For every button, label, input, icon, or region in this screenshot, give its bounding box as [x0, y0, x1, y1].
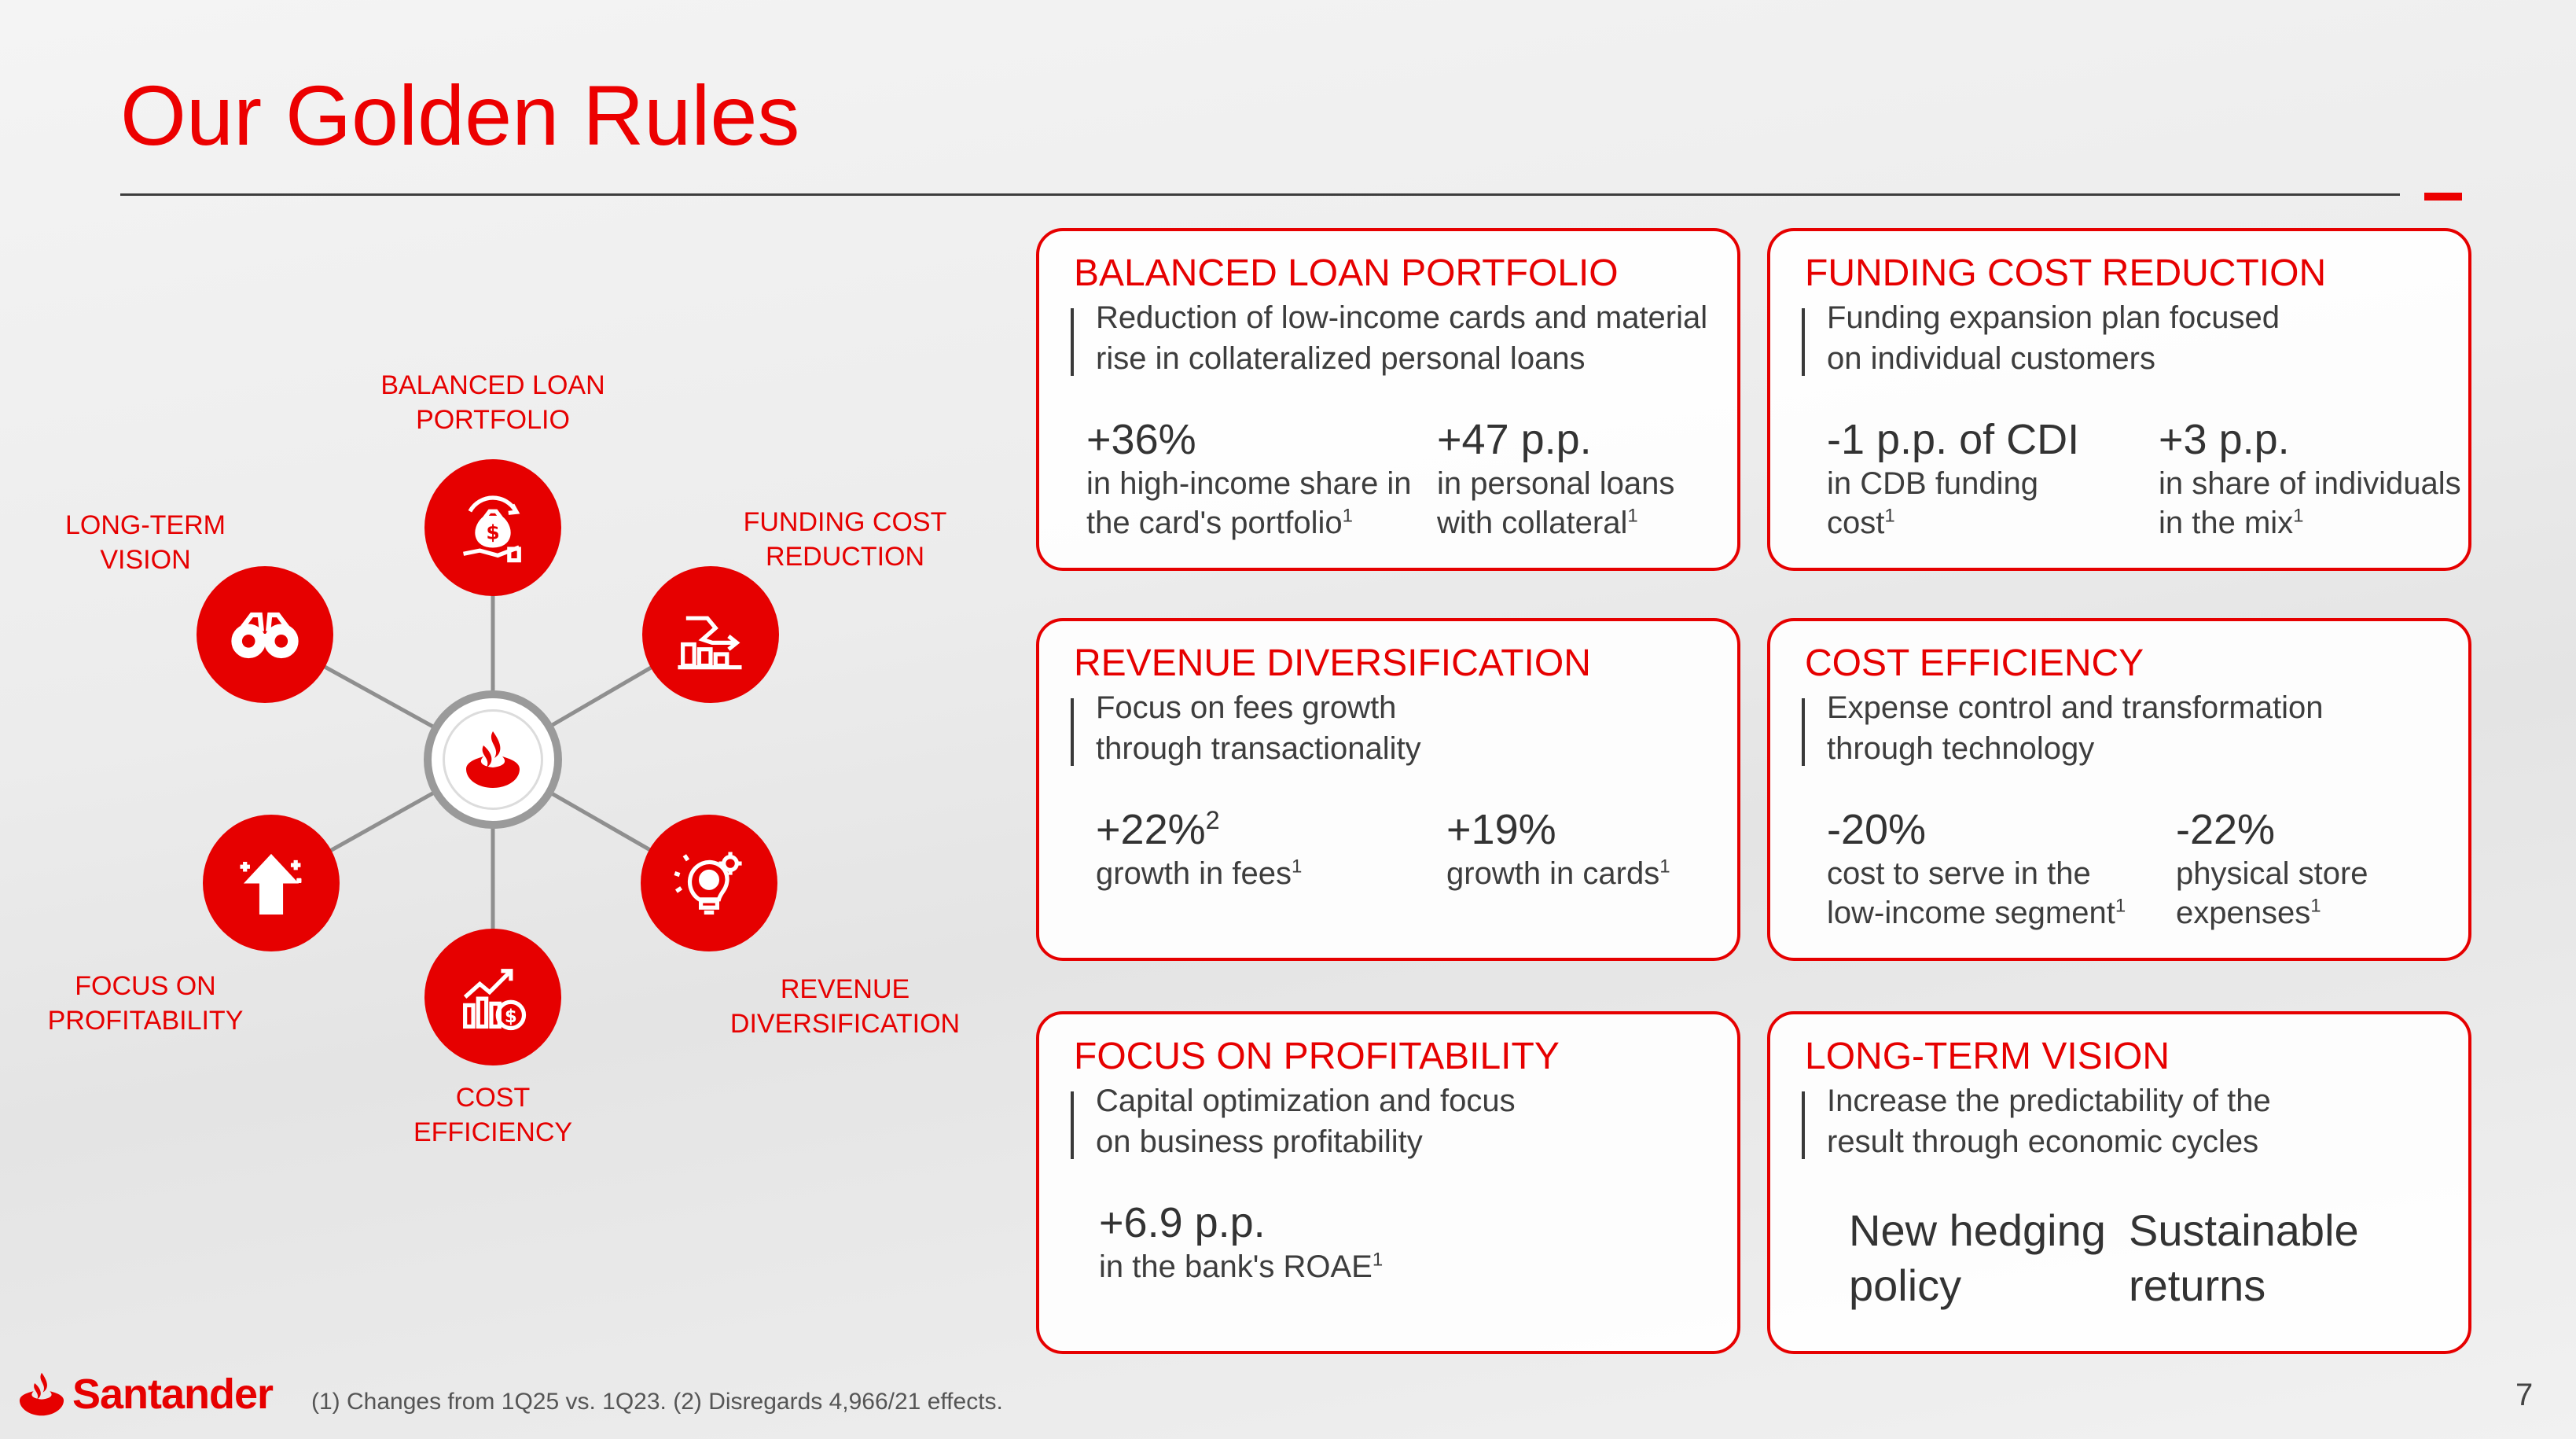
card-balanced-loan-portfolio: [1036, 228, 1740, 571]
santander-logo: [17, 1370, 273, 1419]
card-revenue-diversification: [1036, 618, 1740, 961]
metric: [1446, 805, 1670, 893]
metric-value: -22%: [2176, 806, 2276, 853]
metric-value: -20%: [1827, 806, 1927, 853]
card-focus-on-profitability: [1036, 1011, 1740, 1354]
card-description: Focus on fees growth through transactionality: [1096, 690, 1421, 766]
metric: [1437, 415, 1674, 543]
title-accent-bar: [2424, 193, 2462, 201]
metric-text: Sustainable returns: [2129, 1205, 2359, 1310]
card-title: COST EFFICIENCY: [1805, 642, 2144, 684]
metric: [2159, 415, 2461, 543]
metric-value: +19%: [1446, 806, 1556, 853]
card-title: REVENUE DIVERSIFICATION: [1074, 642, 1591, 684]
metric-caption: physical store expenses$^1$: [2176, 856, 2368, 930]
metric: [2129, 1203, 2359, 1313]
card-cost-efficiency: [1767, 618, 2471, 961]
quote-bar: [1802, 1091, 1805, 1159]
metric-value: +47 p.p.: [1437, 416, 1592, 463]
metric-caption: in personal loans with collateral$^1$: [1437, 466, 1675, 540]
metric: [1086, 415, 1412, 543]
metric-caption: in share of individuals in the mix$^1$: [2159, 466, 2461, 540]
svg-text:$: $: [504, 1007, 517, 1028]
svg-text:$: $: [486, 521, 500, 544]
brand-name: Santander: [72, 1371, 274, 1418]
label-funding-cost: FUNDING COST REDUCTION: [743, 507, 947, 572]
metric-text: New hedging policy: [1849, 1205, 2106, 1310]
label-focus-profitability: FOCUS ON PROFITABILITY: [47, 971, 244, 1036]
metric: [1849, 1203, 2106, 1313]
santander-flame-icon: [17, 1371, 66, 1417]
label-cost-efficiency: COST EFFICIENCY: [413, 1083, 573, 1147]
spoke-balanced-loan: [424, 459, 561, 596]
quote-bar: [1071, 308, 1074, 376]
metric-caption: in CDB funding cost$^1$: [1827, 466, 2039, 540]
card-title: FUNDING COST REDUCTION: [1805, 252, 2327, 294]
hub-center: [424, 690, 562, 829]
arrow-up-sparkle-icon: [230, 842, 312, 924]
money-bag-hand-icon: [452, 487, 534, 569]
spoke-cost-efficiency: [424, 929, 561, 1065]
metric-value: +22%$^2$: [1096, 806, 1220, 853]
quote-bar: [1802, 308, 1805, 376]
metric-value: +6.9 p.p.: [1099, 1199, 1266, 1246]
quote-bar: [1802, 698, 1805, 766]
card-description: Expense control and transformation through technology: [1827, 690, 2324, 766]
metric: [2176, 805, 2368, 933]
label-long-term-vision: LONG-TERM VISION: [65, 510, 226, 575]
metric-caption: cost to serve in the low-income segment$^1$: [1827, 856, 2126, 930]
binoculars-icon: [224, 594, 306, 675]
spoke-revenue-diversification: [641, 815, 777, 951]
buildings-arrow-icon: [670, 594, 751, 675]
card-title: LONG-TERM VISION: [1805, 1036, 2170, 1077]
footnote: (1) Changes from 1Q25 vs. 1Q23. (2) Disregards 4,966/21 effects.: [311, 1389, 1003, 1415]
card-funding-cost-reduction: [1767, 228, 2471, 571]
spoke-long-term-vision: [197, 566, 333, 703]
chart-coin-icon: [452, 956, 534, 1038]
spoke-focus-profitability: [203, 815, 340, 951]
spoke-funding-cost: [642, 566, 779, 703]
card-title: FOCUS ON PROFITABILITY: [1074, 1036, 1560, 1077]
card-title: BALANCED LOAN PORTFOLIO: [1074, 252, 1619, 294]
label-revenue-diversification: REVENUE DIVERSIFICATION: [729, 974, 961, 1039]
metric-value: +36%: [1086, 416, 1196, 463]
metric-caption: in high-income share in the card's portfolio$^1$: [1086, 466, 1412, 540]
metric: [1827, 415, 2079, 543]
metric-caption: in the bank's ROAE$^1$: [1099, 1249, 1384, 1284]
quote-bar: [1071, 698, 1074, 766]
page-title: Our Golden Rules: [120, 68, 800, 163]
metric: [1096, 805, 1302, 893]
metric: [1827, 805, 2126, 933]
lightbulb-gear-icon: [668, 842, 750, 924]
santander-flame-icon: [460, 727, 526, 793]
page-number: 7: [2515, 1378, 2534, 1412]
metric-caption: growth in fees$^1$: [1096, 856, 1303, 891]
card-description: Capital optimization and focus on business profitability: [1096, 1084, 1516, 1159]
metric-caption: growth in cards$^1$: [1446, 856, 1670, 891]
metric-value: +3 p.p.: [2159, 416, 2290, 463]
card-description: Funding expansion plan focused on individual customers: [1827, 300, 2280, 376]
metric: [1099, 1198, 1383, 1286]
metric-value: -1 p.p. of CDI: [1827, 416, 2080, 463]
label-balanced-loan: BALANCED LOAN PORTFOLIO: [380, 370, 605, 435]
quote-bar: [1071, 1091, 1074, 1159]
card-long-term-vision: [1767, 1011, 2471, 1354]
card-description: Increase the predictability of the result through economic cycles: [1827, 1084, 2271, 1159]
card-description: Reduction of low-income cards and material rise in collateralized personal loans: [1096, 300, 1708, 376]
